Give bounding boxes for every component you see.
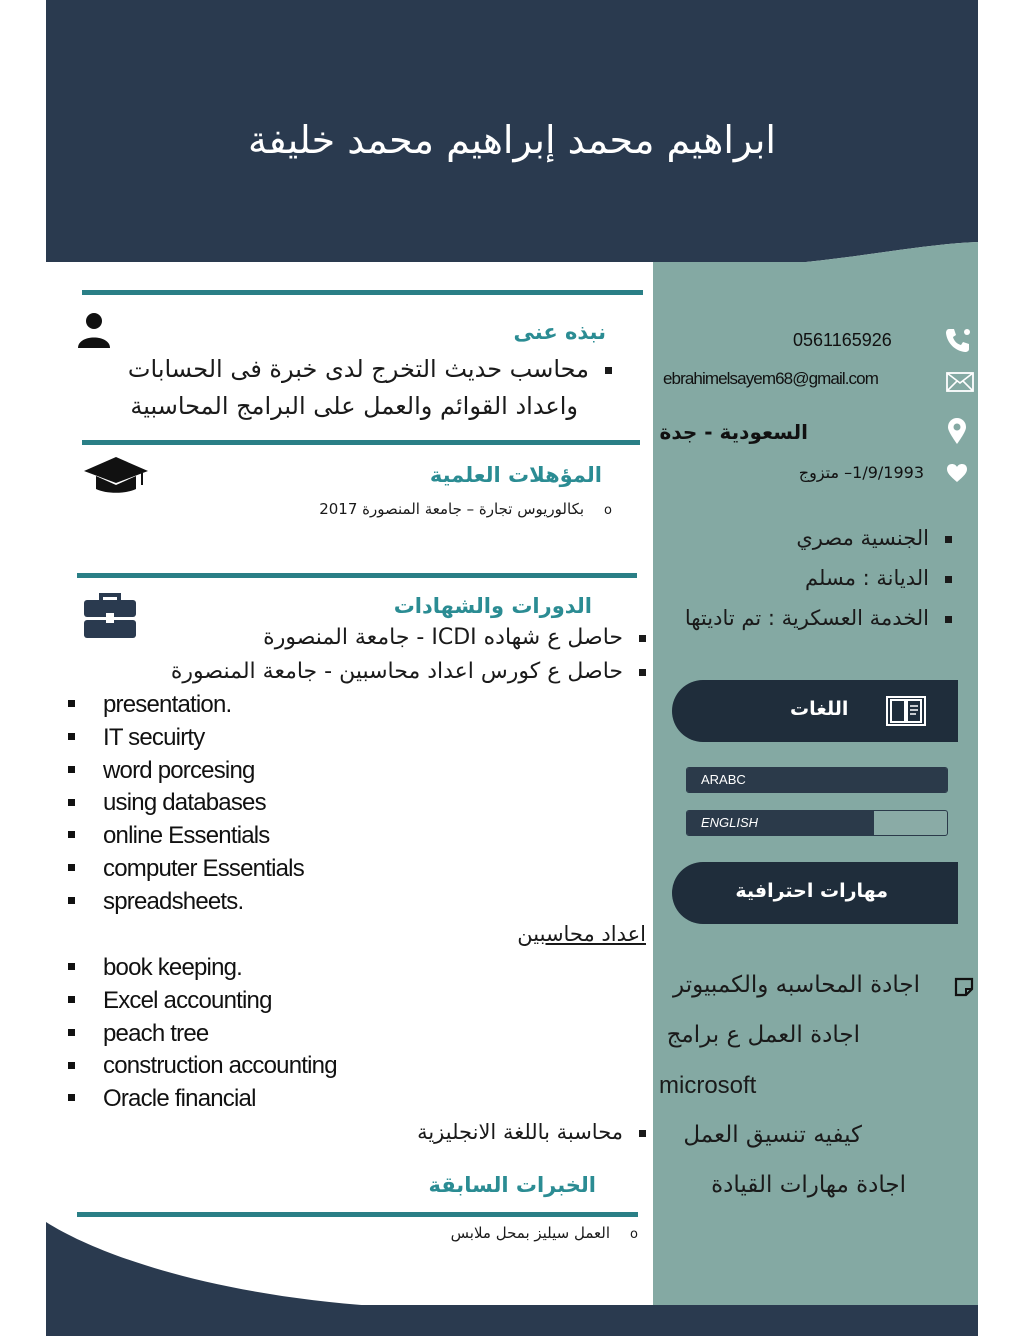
list-item: construction accounting [68,1050,337,1083]
language-bar-english [686,810,948,836]
course-item-1: حاصل ع شهاده ICDI - جامعة المنصورة [263,625,646,650]
list-item: using databases [68,787,304,820]
languages-title: اللغات [790,698,849,720]
list-item: Oracle financial [68,1083,337,1116]
experience-item: oالعمل سيليز بمحل ملابس [450,1224,638,1242]
resume-page [46,0,978,1336]
list-item: IT secuirty [68,722,304,755]
book-icon [886,696,926,726]
page-title: ابراهيم محمد إبراهيم محمد خليفة [248,118,776,162]
bullet-icon: o [630,1227,638,1242]
language-name: ARABC [701,772,746,787]
skill-line-1: اجادة المحاسبه والكمبيوتر [673,972,920,998]
skills-title: مهارات احترافية [735,880,888,902]
personal-item-nationality: الجنسية مصري [796,526,952,550]
course-item-2: حاصل ع كورس اعداد محاسبين - جامعة المنصورة [171,659,646,684]
experience-title: الخبرات السابقة [428,1173,596,1197]
skill-line-5: اجادة مهارات القيادة [711,1172,906,1198]
skill-line-2: اجادة العمل ع برامج [666,1022,860,1048]
skill-line-3: microsoft [659,1072,757,1099]
list-item: online Essentials [68,820,304,853]
briefcase-icon [84,592,136,638]
list-item: peach tree [68,1018,337,1051]
email-address[interactable]: ebrahimelsayem68@gmail.com [663,369,878,388]
bullet-icon [639,1130,646,1137]
location-pin-icon [946,417,968,445]
language-bar-arabic [686,767,948,793]
languages-header [672,680,958,742]
bullet-icon [945,576,952,583]
bullet-icon [639,669,646,676]
phone-icon [944,326,972,354]
list-item: book keeping. [68,952,337,985]
section-divider [82,290,643,295]
person-icon [76,312,112,348]
accountants-topics-list [68,952,337,1116]
personal-item-religion: الديانة : مسلم [805,566,952,590]
footer-curve [46,1222,376,1306]
list-item: presentation. [68,689,304,722]
phone-number[interactable]: 0561165926 [793,330,892,350]
graduation-cap-icon [82,455,150,493]
icdi-topics-list [68,689,304,919]
bullet-icon: o [604,503,612,518]
bullet-icon [639,635,646,642]
birth-marital-status: 1/9/1993– متزوج [798,463,924,482]
bullet-icon [945,536,952,543]
bullet-icon [605,367,612,374]
list-item: word porcesing [68,755,304,788]
section-divider [77,573,637,578]
mail-icon [946,372,974,392]
english-accounting-item: محاسبة باللغة الانجليزية [417,1120,646,1144]
about-line-1: محاسب حديث التخرج لدى خبرة فى الحسابات [128,355,612,383]
location-text: السعودية - جدة [659,420,808,444]
bullet-icon [945,616,952,623]
accountants-heading: اعداد محاسبين [517,922,646,946]
about-title: نبذه عنى [513,320,606,344]
about-line-2: واعداد القوائم والعمل على البرامج المحاسبية [130,392,578,420]
section-divider [82,440,640,445]
skill-line-4: كيفيه تنسيق العمل [683,1122,862,1148]
list-item: spreadsheets. [68,886,304,919]
courses-title: الدورات والشهادات [393,594,592,618]
heart-icon [946,463,968,483]
list-item: computer Essentials [68,853,304,886]
section-divider [77,1212,638,1217]
personal-item-military: الخدمة العسكرية : تم تاديتها [685,606,952,630]
skills-header [672,862,958,924]
language-name: ENGLISH [701,815,759,830]
education-title: المؤهلات العلمية [429,463,602,487]
education-item: oبكالوريوس تجارة – جامعة المنصورة 2017 [319,500,612,518]
list-item: Excel accounting [68,985,337,1018]
footer-band [46,1305,978,1336]
note-icon [954,977,974,997]
